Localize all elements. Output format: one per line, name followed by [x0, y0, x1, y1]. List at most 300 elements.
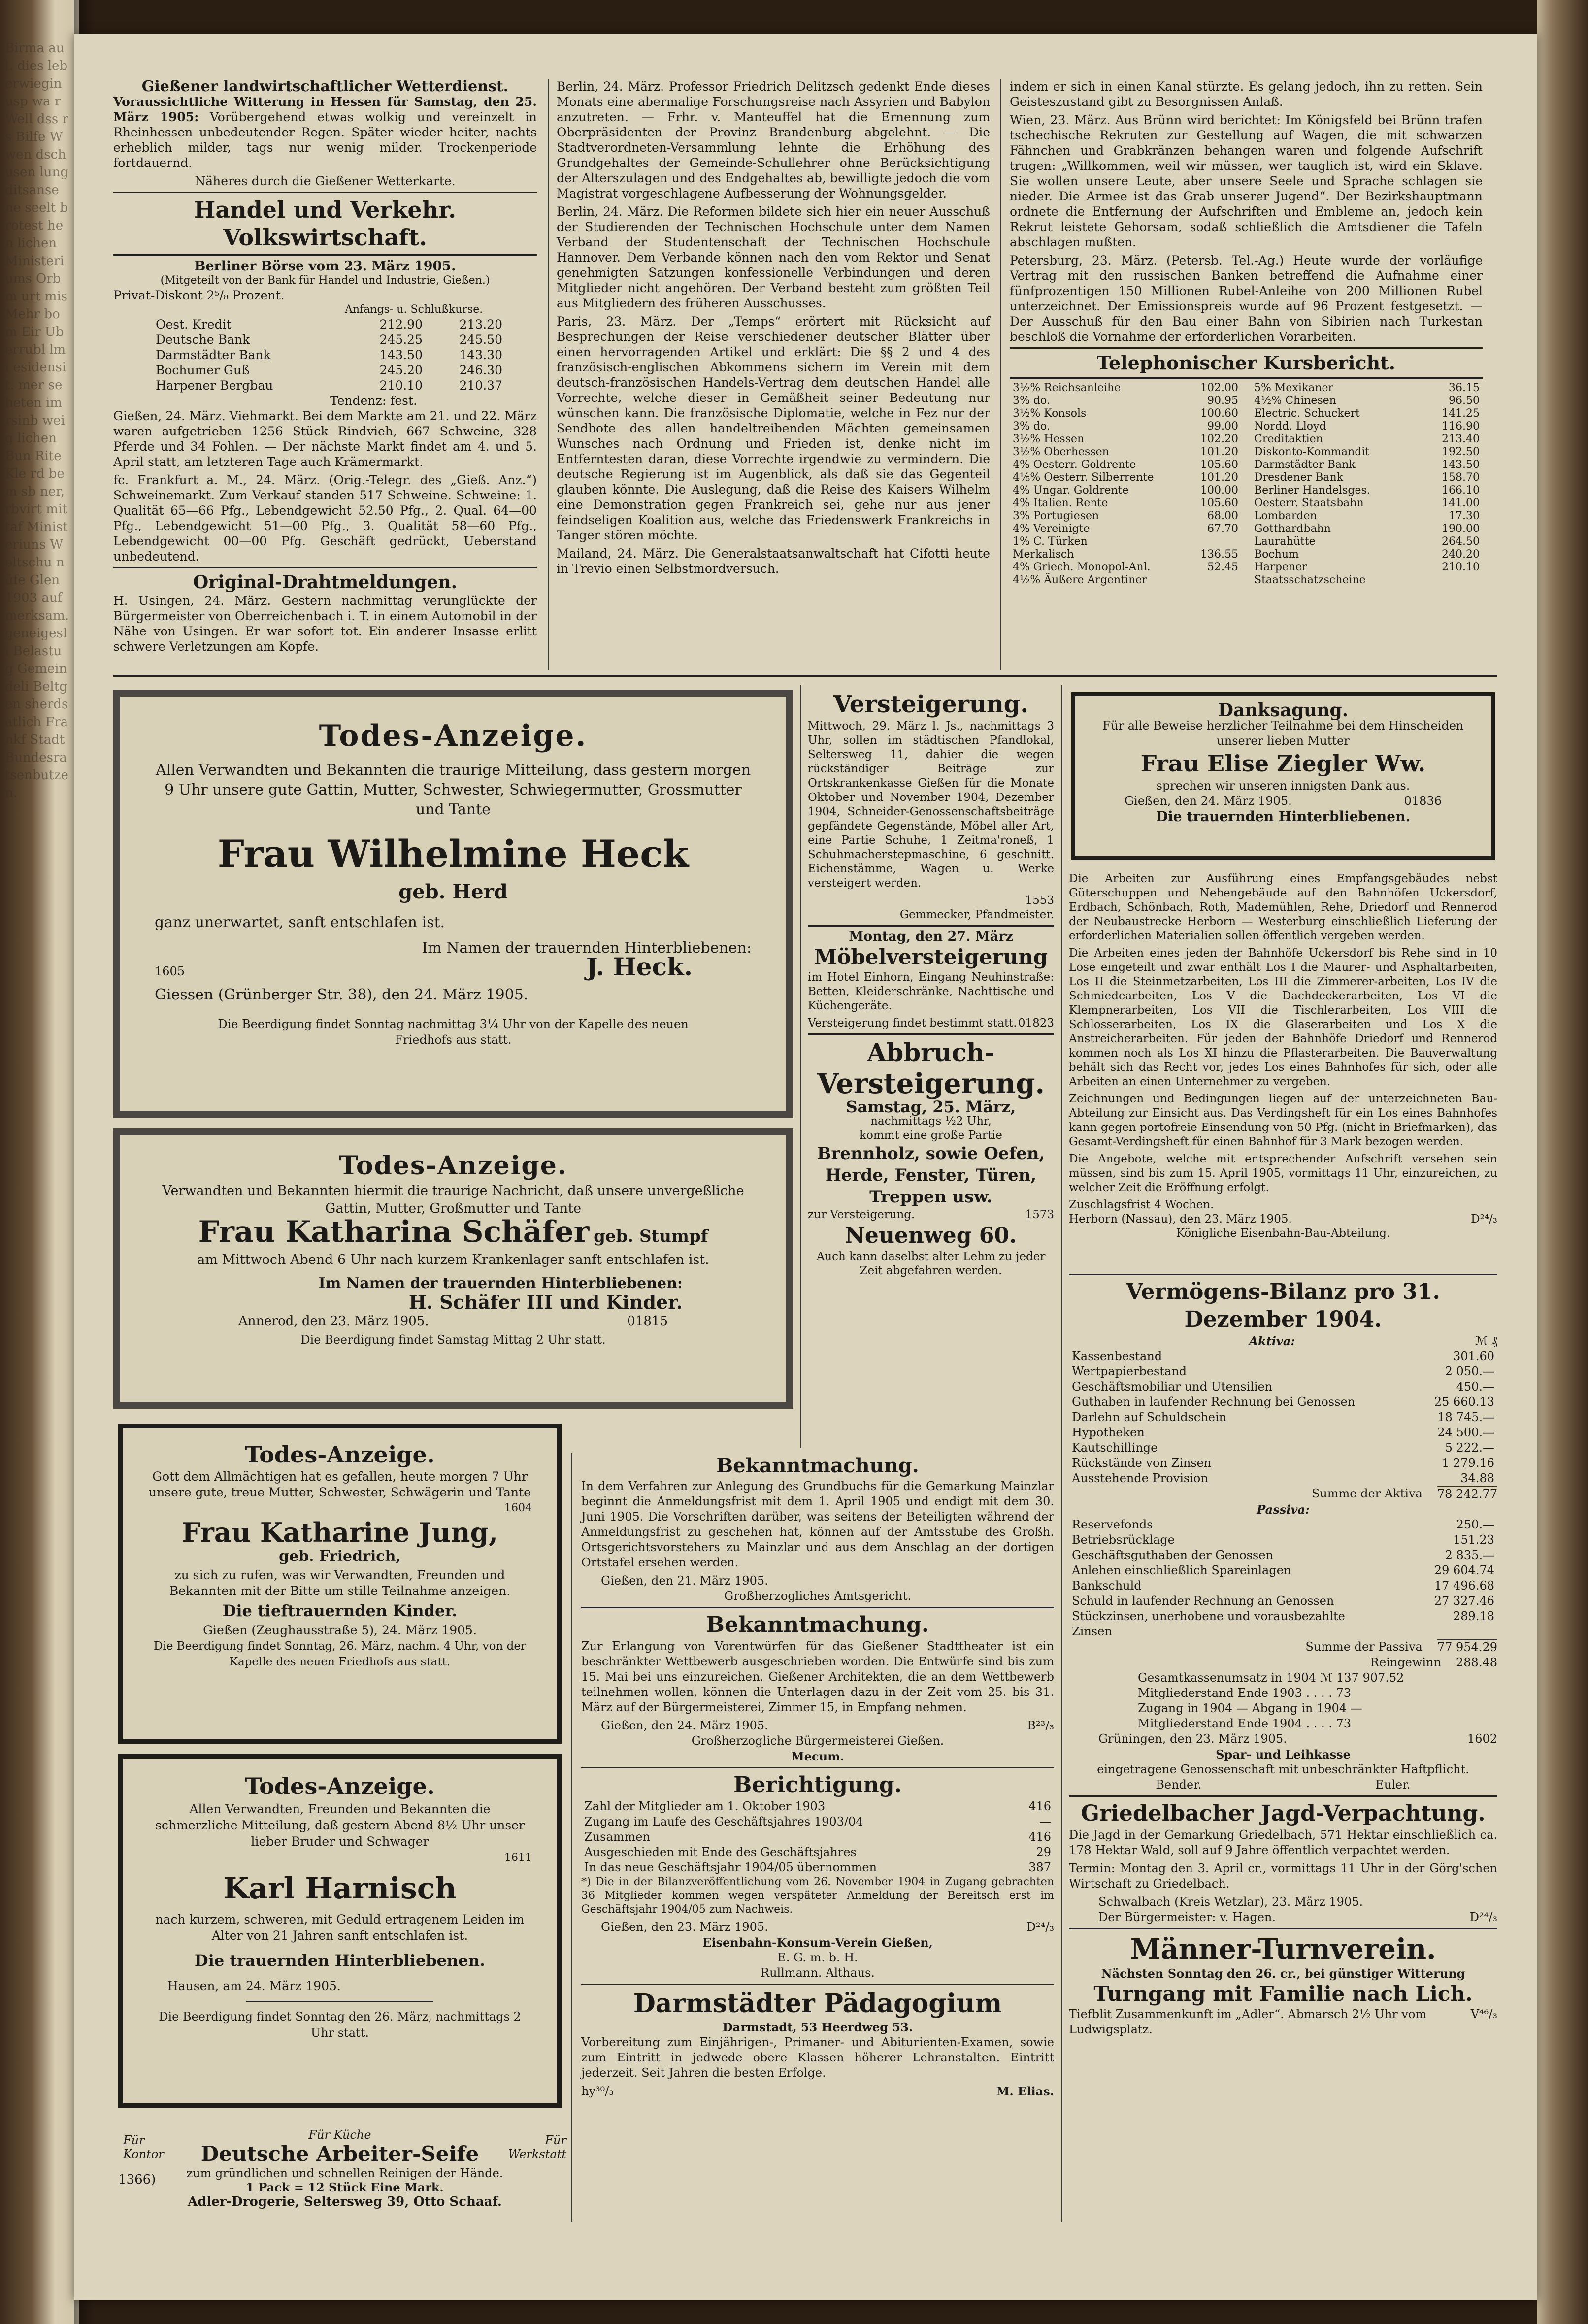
- row-label: Rückstände von Zinsen: [1072, 1456, 1212, 1470]
- row-label: 1% C. Türken: [1013, 535, 1088, 548]
- book-binding-left: [0, 0, 79, 2324]
- section-title-handel: Handel und Verkehr. Volkswirtschaft.: [194, 197, 457, 251]
- bilanz-summe-passiva-label: Summe der Passiva: [1305, 1640, 1423, 1654]
- bilanz-row: [1069, 1532, 1497, 1548]
- row-label: Ausstehende Provision: [1072, 1471, 1208, 1485]
- row-value: 264.50: [1442, 535, 1480, 548]
- versteigerung-text: Mittwoch, 29. März l. Js., nachmittags 3 Uhr, sollen im städtischen Pfandlokal, Seltersweg 11, dahier die wegen rückständiger Beiträge zur Ortskrankenkasse Gießen für die Monate Oktober und November 1904, Dezember 1904, Schneider-Genossenschaftsbeiträge gepfändete Gegenstände, Möbel aller Art, eine Partie Schuhe, 1 Zeitma'roneß, 1 Schuhmacherstepmaschine, 6 geschnitt. Eichenstämme, Wagen u. Werke versteigert werden.: [808, 720, 1054, 890]
- row-value: 2 835.—: [1445, 1548, 1494, 1562]
- obituary-geb: geb. Friedrich,: [279, 1548, 401, 1565]
- kurs-row: [1010, 561, 1241, 574]
- berichtigung-verein: Eisenbahn-Konsum-Verein Gießen,: [702, 1935, 933, 1950]
- row-label: 4½% Chinesen: [1254, 395, 1336, 407]
- column-divider: [1061, 685, 1062, 2222]
- row-label: Creditaktien: [1254, 433, 1323, 445]
- ad-seife-top: Für Küche: [308, 2128, 371, 2142]
- bilanz-summe-aktiva-label: Summe der Aktiva: [1311, 1487, 1423, 1500]
- draht-title: Original-Drahtmeldungen.: [193, 572, 458, 593]
- bilanz-row: [1069, 1609, 1497, 1639]
- row-label: Geschäftsmobiliar und Utensilien: [1072, 1380, 1273, 1394]
- row-label: 3% Portugiesen: [1013, 510, 1099, 522]
- bekannt2-sign1: Großherzogliche Bürgermeisterei Gießen.: [691, 1734, 944, 1748]
- obituary-place: Gießen (Zeughausstraße 5), 24. März 1905.: [203, 1623, 477, 1637]
- kurs-row: [1251, 382, 1483, 395]
- bekannt1-text: In dem Verfahren zur Anlegung des Grundbuchs für die Gemarkung Mainzlar beginnt die Anmeldungsfrist mit dem 1. April 1905 und endigt mit dem 30. Juni 1905. Die Vorschriften darüber, was seitens der Beteiligten während der Anmeldungsfrist zu geschehen hat, können auf der Amtsstube des Großh. Ortsgerichtsvorstehers zu Mainzlar und aus dem Anschlag an der dortigen Ortstafel ersehen werden.: [581, 1479, 1054, 1569]
- ad-seife-price: 1 Pack = 12 Stück Eine Mark.: [246, 2180, 444, 2194]
- row-label: Diskonto-Kommandit: [1254, 446, 1370, 458]
- row-label: Hypotheken: [1072, 1426, 1145, 1439]
- obituary-funeral: Die Beerdigung findet Sonntag nachmittag 3¼ Uhr von der Kapelle des neuen Friedhofs aus statt.: [218, 1017, 689, 1047]
- versteigerung-sign: Gemmecker, Pfandmeister.: [899, 908, 1054, 921]
- obituary-text2: zu sich zu rufen, was wir Verwandten, Freunden und Bekannten mit der Bitte um stille Teilnahme anzeigen.: [169, 1568, 511, 1598]
- row-value: 100.00: [1200, 484, 1238, 497]
- kurs-row: [1010, 382, 1241, 395]
- paris-text: Paris, 23. März. Der „Temps“ erörtert mit Rücksicht auf Besprechungen der Reise verschiedener deutscher Blätter über einen hervorragenden Artikel und erklärt: Die §§ 2 und 4 des französisch-englischen Abkommens sichern im Verein mit dem deutsch-französischen Handels-Vertrag dem deutschen Handel alle Vorrechte, welche dieser in Gemäßheit seiner Bedeutung nur wünschen kann. Die französische Diplomatie, welche in Fez nur der Sendbote des allen handeltreibenden Mächten gemeinsamen Wunsches nach Ordnung und Frieden ist, denke nicht im Entferntesten daran, diese Vorrechte irgendwie zu vermindern. Die deutsche Regierung ist im Augenblick, als daß sie das Gegenteil glauben könnte. Die Auslegung, daß die Reise des Kaisers Wilhelm eine Demonstration gegen Frankreich sei, gehe nur aus jener feindseligen Koalition aus, welche das Friedenswerk Frankreichs in Tanger stören möchte.: [557, 314, 990, 542]
- row-label: 3½% Oberhessen: [1013, 446, 1109, 458]
- ad-seife-text: zum gründlichen und schnellen Reinigen der Hände.: [186, 2166, 503, 2180]
- row-label: 3½% Konsols: [1013, 407, 1087, 420]
- row-value: 34.88: [1460, 1471, 1494, 1485]
- bilanz-passiva-table: [1069, 1517, 1497, 1639]
- row-value: 36.15: [1449, 382, 1480, 394]
- kurs-row: [1010, 484, 1241, 497]
- column-2: [557, 79, 990, 579]
- versteigerung-title: Versteigerung.: [833, 691, 1029, 718]
- obituary-num: 1604: [504, 1502, 532, 1514]
- row-label: 4% Griech. Monopol-Anl.: [1013, 561, 1151, 573]
- row-value: 24 500.—: [1437, 1426, 1494, 1439]
- berichtigung-note: *) Die in der Bilanzveröffentlichung vom 26. November 1904 in Zugang gebrachten 36 Mitglieder kommen wegen verspäteter Anmeldung der Bereitsch erst im Geschäftsjahr 1904/05 zum Nachweis.: [581, 1876, 1054, 1916]
- bilanz-currency: ℳ ₰: [1475, 1334, 1497, 1348]
- jagd-text: Die Jagd in der Gemarkung Griedelbach, 571 Hektar einschließlich ca. 178 Hektar Wald, soll auf 9 Jahre öffentlich verpachtet werden.: [1069, 1828, 1497, 1857]
- paedagogium-num: hy³⁰/₃: [581, 2084, 614, 2098]
- weather-title: Gießener landwirtschaftlicher Wetterdienst.: [141, 78, 509, 95]
- obituary-place: Giessen (Grünberger Str. 38), den 24. März 1905.: [155, 986, 529, 1003]
- row-value: 158.70: [1442, 471, 1480, 484]
- kurs-row: [1010, 471, 1241, 484]
- table-row: Harpener Bergbau 210.10 210.37: [156, 378, 502, 393]
- turnverein-title: Männer-Turnverein.: [1130, 1933, 1436, 1965]
- row-value: 90.95: [1207, 395, 1238, 407]
- middle-ads: [808, 690, 1054, 1278]
- ausschreibung-place: Herborn (Nassau), den 23. März 1905.: [1069, 1213, 1292, 1226]
- row-label: Bochum: [1254, 548, 1299, 561]
- table-row: Bochumer Guß 245.20 246.30: [156, 363, 502, 377]
- ausschreibung-p1: Die Arbeiten zur Ausführung eines Empfangsgebäudes nebst Güterschuppen und Nebengebäude auf den Bahnhöfen Uckersdorf, Erdbach, Schönbach, Roth, Mademühlen, Rehe, Driedorf und Rennerod der Neubaustrecke Herborn — Westerburg einschließlich Lieferung der erforderlichen Materialien sollen öffentlich vergeben werden.: [1069, 872, 1497, 942]
- row-label: Reservefonds: [1072, 1518, 1153, 1531]
- bilanz-row: [1069, 1425, 1497, 1440]
- kurs-row: [1010, 523, 1241, 535]
- bilanz-row: [1069, 1594, 1497, 1609]
- boerse-note: (Mitgeteilt von der Bank für Handel und Industrie, Gießen.): [160, 274, 490, 287]
- row-value: [1176, 574, 1241, 587]
- abbruch-title2: Versteigerung.: [817, 1067, 1045, 1100]
- kurs-row: [1251, 433, 1483, 446]
- row-value: 416: [1028, 1799, 1051, 1813]
- row-value: 99.00: [1207, 420, 1238, 432]
- bekannt1-place: Gießen, den 21. März 1905.: [601, 1574, 768, 1588]
- tel-kurs-right: [1251, 382, 1483, 587]
- ad-seife-shop: Adler-Drogerie, Seltersweg 39, Otto Schaaf.: [188, 2194, 502, 2209]
- kurs-row: [1010, 459, 1241, 471]
- obituary-name: Frau Wilhelmine Heck: [217, 832, 689, 876]
- row-value: 18 745.—: [1437, 1410, 1494, 1424]
- row-label: 3½% Reichsanleihe: [1013, 382, 1121, 394]
- kurs-row: [1251, 497, 1483, 510]
- row-label: Stückzinsen, unerhobene und vorausbezahlte Zinsen: [1072, 1609, 1345, 1638]
- berichtigung-row: [581, 1814, 1054, 1829]
- kurse-table: [153, 317, 505, 393]
- obituary-title: Todes-Anzeige.: [245, 1773, 435, 1799]
- row-label: 4½% Äußere Argentiner: [1013, 574, 1147, 586]
- row-label: 5% Mexikaner: [1254, 382, 1334, 394]
- bekannt1-title: Bekanntmachung.: [716, 1454, 919, 1477]
- row-label: 4% Oesterr. Goldrente: [1013, 459, 1136, 471]
- tendenz: Tendenz: fest.: [330, 394, 417, 408]
- danksagung-text2: sprechen wir unseren innigsten Dank aus.: [1156, 779, 1410, 793]
- row-label: Dresdener Bank: [1254, 471, 1344, 484]
- bilanz-row: [1069, 1394, 1497, 1410]
- row-label: Electric. Schuckert: [1254, 407, 1360, 420]
- paedagogium-sign: M. Elias.: [996, 2084, 1054, 2098]
- abbruch-text: kommt eine große Partie: [860, 1129, 1002, 1142]
- obituary-text: Gott dem Allmächtigen hat es gefallen, heute morgen 7 Uhr unsere gute, treue Mutter, Schwester, Schwägerin und Tante: [149, 1469, 531, 1499]
- ad-seife-title: Deutsche Arbeiter-Seife: [200, 2142, 479, 2166]
- kurs-row: [1010, 395, 1241, 407]
- row-value: [1418, 574, 1483, 587]
- bekannt2-title: Bekanntmachung.: [706, 1612, 929, 1637]
- row-value: 141.25: [1442, 407, 1480, 420]
- kurs-row: [1251, 535, 1483, 548]
- obituary-signer: H. Schäfer III und Kinder.: [408, 1291, 683, 1313]
- row-value: 289.18: [1453, 1609, 1494, 1623]
- obituary-schaefer: [113, 1128, 793, 1409]
- berlin2-text: Berlin, 24. März. Die Reformen bildete sich hier ein neuer Ausschuß der Studierenden der Technischen Hochschule unter dem Namen Verband der Studentenschaft der Technischen Hochschule Hannover. Dem Verbande können nach den vom Rektor und Senat genehmigten Satzungen konfessionelle Verbindungen und deren Mitglieder nicht angehören. Der Verband besteht zum größten Teil aus Mitgliedern des früheren Ausschusses.: [557, 204, 990, 310]
- row-value: 301.60: [1453, 1349, 1494, 1363]
- obituary-namen: Im Namen der trauernden Hinterbliebenen:: [422, 939, 752, 957]
- table-row: Oest. Kredit 212.90 213.20: [156, 317, 502, 332]
- col3-text: indem er sich in einen Kanal stürzte. Es gelang jedoch, ihn zu retten. Sein Geisteszustand gibt zu Besorgnissen Anlaß.: [1010, 79, 1483, 109]
- bilanz-sign1: Bender.: [1156, 1778, 1202, 1792]
- bilanz-sign2: Euler.: [1375, 1778, 1411, 1792]
- row-value: 102.00: [1200, 382, 1238, 394]
- danksagung-num: 01836: [1404, 794, 1442, 808]
- row-value: —: [1039, 1815, 1051, 1828]
- row-label: Kassenbestand: [1072, 1349, 1162, 1363]
- row-value: 136.55: [1200, 548, 1238, 561]
- row-value: 250.—: [1456, 1518, 1494, 1531]
- row-label: Merkalisch: [1013, 548, 1074, 561]
- obituary-funeral: Die Beerdigung findet Sonntag, 26. März, nachm. 4 Uhr, von der Kapelle des neuen Friedhofs aus statt.: [154, 1640, 526, 1668]
- kurs-row: [1010, 535, 1241, 548]
- turnverein-text: Tiefblit Zusammenkunft im „Adler“. Abmarsch 2½ Uhr vom Ludwigsplatz.: [1069, 2007, 1427, 2036]
- obituary-text: Allen Verwandten und Bekannten die traurige Mitteilung, dass gestern morgen 9 Uhr unsere gute Gattin, Mutter, Schwester, Schwiegermutter, Grossmutter und Tante: [155, 762, 751, 818]
- row-label: Zugang im Laufe des Geschäftsjahres 1903/04: [584, 1815, 863, 1828]
- kurs-row: [1251, 574, 1483, 587]
- abbruch-place: Neuenweg 60.: [845, 1223, 1017, 1248]
- bilanz-reingewinn: 288.48: [1456, 1656, 1497, 1669]
- row-label: Oesterr. Staatsbahn: [1254, 497, 1364, 509]
- turnverein-num: V⁴⁶/₃: [1470, 2007, 1497, 2021]
- bilanz-row: [1069, 1364, 1497, 1379]
- petersburg-text: Petersburg, 23. März. (Petersb. Tel.-Ag.) Heute wurde der vorläufige Vertrag mit den russischen Banken betreffend die Aufnahme einer fünfprozentigen 150 Millionen Rubel-Anleihe von 200 Millionen Rubel unterzeichnet. Der Emissionspreis wurde auf 96 Prozent festgesetzt. — Der Ausschuß für den Bau einer Bahn von Sibirien nach Turkestan beschloß die Vornahme der erforderlichen Vorarbeiten.: [1010, 253, 1483, 344]
- row-label: Bankschuld: [1072, 1579, 1142, 1593]
- berichtigung-title: Berichtigung.: [733, 1772, 902, 1797]
- row-label: Zusammen: [584, 1830, 650, 1844]
- row-label: Lombarden: [1254, 510, 1317, 522]
- obituary-num: 1611: [504, 1852, 532, 1864]
- obituary-harnisch: [118, 1754, 562, 2108]
- bilanz-row: [1069, 1410, 1497, 1425]
- column-divider: [548, 79, 549, 670]
- jagd-place: Schwalbach (Kreis Wetzlar), 23. März 1905.: [1098, 1895, 1363, 1909]
- bilanz-row: [1069, 1548, 1497, 1563]
- row-value: 52.45: [1207, 561, 1238, 573]
- moebel-sub: Versteigerung findet bestimmt statt.: [808, 1017, 1017, 1029]
- jagd-termin: Termin: Montag den 3. April cr., vormittags 11 Uhr in der Görg'schen Wirtschaft zu Griedelbach.: [1069, 1861, 1497, 1891]
- obituary-title: Todes-Anzeige.: [319, 719, 588, 753]
- berichtigung-verein2: E. G. m. b. H.: [777, 1951, 858, 1964]
- row-value: 116.90: [1442, 420, 1480, 432]
- bilanz-reingewinn-label: Reingewinn: [1370, 1656, 1442, 1669]
- obituary-jung: [118, 1424, 562, 1744]
- adjacent-page-text: Birma au l. dies leberwiegin usp wa r Well dss rs Bilfe W wen dschusen lung ditsanse ne seelt brotest hen lichen Ministeriums Orbm urt mis Mehr bom Eir Uberrubl lmi esidensit. mer seheten im rsinb weig lichen Bun Rite Kle rd bem sb ner, rbvirt mittaf Ministeriuns Weltschu nüfe Glen 1903 aufmerksam. geneigesli Belastug Gemeindeli Beltgen sherdsatlich Frankf Stadt Bundesratsenbutzen.: [5, 41, 69, 800]
- obituary-num: 01815: [627, 1314, 668, 1328]
- ausschreibung-p2: Die Arbeiten eines jeden der Bahnhöfe Uckersdorf bis Rehe sind in 10 Lose eingeteilt und zwar enthält Los I die Maurer- und Asphaltarbeiten, Los II die Steinmetzarbeiten, Los III die Zimmerer-arbeiten, Los IV die Schmiedearbeiten, Los V die Dachdeckerarbeiten, Los VI die Klempnerarbeiten, Los VII die Tischlerarbeiten, Los VIII die Schlosserarbeiten, Los IX die Glaserarbeiten und Los X die Anstreicherarbeiten. Für jeden der Bahnhöfe Driedorf und Rennerod kommen noch als Los XI hinzu die Pflasterarbeiten. Die Bauverwaltung behält sich das Recht vor, jedes Los eines Bahnhofes für sich, oder alle Arbeiten an einen Unternehmer zu vergeben.: [1069, 947, 1497, 1088]
- kurs-row: [1010, 548, 1241, 561]
- obituary-geb: geb. Herd: [398, 880, 508, 903]
- bilanz-passiva-label: Passiva:: [1257, 1502, 1310, 1517]
- row-label: 4% Ungar. Goldrente: [1013, 484, 1129, 497]
- row-label: 4⅕% Oesterr. Silberrente: [1013, 471, 1154, 484]
- berichtigung-sign: Rullmann. Althaus.: [761, 1966, 875, 1980]
- kurs-row: [1010, 407, 1241, 420]
- tel-kurs-tables: [1010, 382, 1483, 587]
- row-label: Darmstädter Bank: [1254, 459, 1356, 471]
- danksagung-text: Für alle Beweise herzlicher Teilnahme bei dem Hinscheiden unserer lieben Mutter: [1102, 719, 1464, 748]
- moebel-text: im Hotel Einhorn, Eingang Neuhinstraße: Betten, Kleiderschränke, Nachttische und Küchengeräte.: [808, 971, 1054, 1012]
- paedagogium-title: Darmstädter Pädagogium: [633, 1989, 1002, 2019]
- row-label: Kautschillinge: [1072, 1441, 1158, 1455]
- abbruch-num: 1573: [1025, 1208, 1054, 1221]
- obituary-signer: Die tieftrauernden Kinder.: [222, 1601, 458, 1620]
- ausschreibung-p5: Zuschlagsfrist 4 Wochen.: [1069, 1198, 1214, 1211]
- row-label: 3½% Hessen: [1013, 433, 1085, 445]
- table-row: Deutsche Bank 245.25 245.50: [156, 332, 502, 347]
- berichtigung-row: [581, 1829, 1054, 1845]
- bekannt2-num: B²³/₃: [1027, 1719, 1054, 1732]
- kurs-row: [1251, 446, 1483, 459]
- berichtigung-table: [581, 1799, 1054, 1875]
- row-label: 4% Italien. Rente: [1013, 497, 1108, 509]
- obituary-text2: ganz unerwartet, sanft entschlafen ist.: [155, 914, 445, 931]
- danksagung-title: Danksagung.: [1218, 700, 1349, 721]
- obituary-text2: am Mittwoch Abend 6 Uhr nach kurzem Krankenlager sanft entschlafen ist.: [197, 1252, 709, 1267]
- bekannt1-sign: Großherzogliches Amtsgericht.: [724, 1589, 912, 1603]
- ausschreibung-p3: Zeichnungen und Bedingungen liegen auf der unterzeichneten Bau-Abteilung zur Einsicht aus. Das Verdingsheft für ein Los eines Bahnhofes kann gegen portofreie Einsendung von 50 Pfg. (nicht in Briefmarken), das Gesamt-Verdingsheft für einen Bahnhof für 3 Mark bezogen werden.: [1069, 1093, 1497, 1148]
- row-value: 387: [1028, 1860, 1051, 1874]
- obituary-text: Verwandten und Bekannten hiermit die traurige Nachricht, daß unsere unvergeßliche Gattin, Mutter, Großmutter und Tante: [162, 1183, 744, 1216]
- obituary-place: Hausen, am 24. März 1905.: [167, 1979, 341, 1993]
- obituary-num: 1605: [155, 964, 185, 978]
- abbruch-date: Samstag, 25. März,: [846, 1097, 1016, 1116]
- obituary-text: Allen Verwandten, Freunden und Bekannten die schmerzliche Mitteilung, daß gestern Abend 8½ Uhr unser lieber Bruder und Schwager: [155, 1802, 525, 1849]
- ad-seife-left: Für Kontor: [123, 2133, 164, 2161]
- bilanz-row: [1069, 1517, 1497, 1532]
- bilanz-summe-aktiva: 78 242.77: [1437, 1487, 1497, 1501]
- section-divider: [113, 675, 1497, 677]
- danksagung-sign: Die trauernden Hinterbliebenen.: [1156, 808, 1411, 825]
- center-column-lower: [581, 1453, 1054, 2099]
- obituary-signer: Die trauernden Hinterbliebenen.: [194, 1951, 486, 1970]
- weather-subtitle: Voraussichtliche Witterung in Hessen für Samstag, den 25. März 1905:: [113, 95, 537, 124]
- row-value: 68.00: [1207, 510, 1238, 522]
- column-1: [113, 79, 537, 657]
- row-value: 143.50: [1442, 459, 1480, 471]
- draht-text: H. Usingen, 24. März. Gestern nachmittag verunglückte der Bürgermeister von Oberreichenbach i. T. in einem Automobil in der Nähe von Usingen. Er war sofort tot. Ein anderer Insasse erlitt schwere Verletzungen am Kopfe.: [113, 594, 537, 654]
- moebel-title: Möbelversteigerung: [814, 945, 1048, 969]
- row-label: Guthaben in laufender Rechnung bei Genossen: [1072, 1395, 1356, 1409]
- row-value: 1 279.16: [1442, 1456, 1494, 1470]
- bilanz-zugang: Zugang in 1904 — Abgang in 1904 —: [1138, 1701, 1362, 1715]
- obituary-namen: Im Namen der trauernden Hinterbliebenen:: [318, 1275, 683, 1292]
- viehmarkt-text: Gießen, 24. März. Viehmarkt. Bei dem Markte am 21. und 22. März waren aufgetrieben 1256 Stück Rindvieh, 667 Schweine, 328 Pferde und 34 Fohlen. — Der nächste Markt findet am 4. und 5. April statt, am letzteren Tage auch Krämermarkt.: [113, 409, 537, 469]
- bekannt2-place: Gießen, den 24. März 1905.: [601, 1719, 768, 1732]
- row-label: Darlehn auf Schuldschein: [1072, 1410, 1227, 1424]
- bekannt2-text: Zur Erlangung von Vorentwürfen für das Gießener Stadttheater ist ein beschränkter Wettbewerb ausgeschrieben worden. Die Entwürfe sind bis zum 15. Mai bei uns einzureichen. Gießener Architekten, die an dem Wettbewerb teilnehmen wollen, können die Unterlagen dazu in der Zeit vom 25. bis 31. März auf der Bürgermeisterei, Zimmer 15, in Empfang nehmen.: [581, 1639, 1054, 1714]
- row-value: 166.10: [1442, 484, 1480, 497]
- abbruch-time: nachmittags ½2 Uhr,: [870, 1115, 992, 1128]
- bilanz-title: Vermögens-Bilanz pro 31. Dezember 1904.: [1126, 1279, 1440, 1332]
- row-value: 102.20: [1200, 433, 1238, 445]
- berichtigung-place: Gießen, den 23. März 1905.: [601, 1920, 768, 1934]
- bilanz-kasse2: eingetragene Genossenschaft mit unbeschränkter Haftpflicht.: [1097, 1762, 1469, 1776]
- row-value: 450.—: [1456, 1380, 1494, 1394]
- jagd-title: Griedelbacher Jagd-Verpachtung.: [1081, 1801, 1486, 1826]
- row-label: 3% do.: [1013, 395, 1050, 407]
- jagd-sign: Der Bürgermeister: v. Hagen.: [1098, 1910, 1276, 1924]
- obituary-geb: geb. Stumpf: [594, 1227, 708, 1246]
- row-label: In das neue Geschäftsjahr 1904/05 übernommen: [584, 1860, 877, 1874]
- row-value: 29: [1036, 1845, 1051, 1859]
- row-value: 67.70: [1207, 523, 1238, 535]
- row-value: 240.20: [1442, 548, 1480, 561]
- row-label: Gotthardbahn: [1254, 523, 1331, 535]
- bilanz-row: [1069, 1349, 1497, 1364]
- row-label: Ausgeschieden mit Ende des Geschäftsjahres: [584, 1845, 857, 1859]
- berichtigung-num: D²⁴/₃: [1026, 1920, 1054, 1934]
- bilanz-row: [1069, 1440, 1497, 1456]
- row-value: 190.00: [1442, 523, 1480, 535]
- kurs-row: [1010, 510, 1241, 523]
- obituary-text2: nach kurzem, schweren, mit Geduld ertragenem Leiden im Alter von 21 Jahren sanft entschlafen ist.: [155, 1912, 525, 1943]
- danksagung-place: Gießen, den 24. März 1905.: [1125, 794, 1292, 808]
- tel-kurs-left: [1010, 382, 1241, 587]
- row-value: 27 327.46: [1434, 1594, 1494, 1608]
- kurs-row: [1010, 574, 1241, 587]
- row-value: 5 222.—: [1445, 1441, 1494, 1455]
- kurs-row: [1010, 433, 1241, 446]
- kurs-row: [1251, 395, 1483, 407]
- bilanz-row: [1069, 1578, 1497, 1594]
- bilanz-summe-passiva: 77 954.29: [1437, 1640, 1497, 1654]
- row-value: 213.40: [1442, 433, 1480, 445]
- obituary-heck: [113, 690, 793, 1118]
- bilanz-row: [1069, 1456, 1497, 1471]
- obituary-funeral: Die Beerdigung findet Sonntag den 26. März, nachmittags 2 Uhr statt.: [159, 2010, 521, 2040]
- bilanz-place: Grüningen, den 23. März 1905.: [1098, 1732, 1287, 1746]
- obituary-funeral: Die Beerdigung findet Samstag Mittag 2 Uhr statt.: [300, 1333, 606, 1347]
- paedagogium-text: Vorbereitung zum Einjährigen-, Primaner- und Abiturienten-Examen, sowie zum Eintritt in jedwede obere Klassen höherer Lehranstalten. Eintritt jederzeit. Seit Jahren die besten Erfolge.: [581, 2035, 1054, 2080]
- obituary-signer: J. Heck.: [586, 952, 693, 981]
- jagd-num: D²⁴/₃: [1469, 1910, 1497, 1924]
- bilanz-mitglieder1: Mitgliederstand Ende 1903 . . . . 73: [1138, 1686, 1352, 1700]
- kurs-row: [1251, 420, 1483, 433]
- row-value: 17 496.68: [1434, 1579, 1494, 1593]
- row-value: 2 050.—: [1445, 1364, 1494, 1378]
- privat-diskont: Privat-Diskont 2⁵/₈ Prozent.: [113, 288, 285, 302]
- bilanz: [1069, 1271, 1497, 2037]
- row-value: 210.10: [1442, 561, 1480, 573]
- row-label: Laurahütte: [1254, 535, 1316, 548]
- newspaper-page: [74, 34, 1537, 2300]
- bilanz-row: [1069, 1563, 1497, 1578]
- kurs-row: [1251, 484, 1483, 497]
- kurs-row: [1251, 459, 1483, 471]
- row-value: 105.60: [1200, 459, 1238, 471]
- abbruch-title1: Abbruch-: [867, 1038, 995, 1067]
- row-value: 96.50: [1449, 395, 1480, 407]
- wien-text: Wien, 23. März. Aus Brünn wird berichtet: Im Königsfeld bei Brünn trafen tschechische Rekruten zur Gestellung auf Wagen, die mit schwarzen Fähnchen und Grabkränzen behangen waren und folgende Aufschrift trugen: „Willkommen, weil wir müssen, wer tauglich ist, wird ein Sklave. Sie wollen unsere Leute, aber unsere Seele und Sprache schlagen sie nieder. Die Armee ist das Grab unserer Jugend“. Der Bezirkshauptmann ordnete die Entfernung der Aufschriften und Embleme an, jedoch kein Rekrut leistete Gehorsam, sodaß schließlich die Amtsdiener die Tafeln abschlagen mußten.: [1010, 113, 1483, 249]
- row-value: 416: [1028, 1830, 1051, 1844]
- row-value: 105.60: [1200, 497, 1238, 509]
- row-label: Staatsschatzscheine: [1254, 574, 1366, 586]
- berichtigung-row: [581, 1860, 1054, 1875]
- boerse-title: Berliner Börse vom 23. März 1905.: [194, 259, 456, 274]
- ausschreibung-num: D²⁴/₃: [1471, 1213, 1497, 1226]
- column-3: [1010, 79, 1483, 587]
- danksagung-name: Frau Elise Ziegler Ww.: [1140, 750, 1426, 777]
- berlin-text: Berlin, 24. März. Professor Friedrich Delitzsch gedenkt Ende dieses Monats eine abermalige Forschungsreise nach Assyrien und Babylon anzutreten. — Frhr. v. Manteuffel hat die Ernennung zum Oberpräsidenten der Provinz Brandenburg abgelehnt. — Die Stadtverordneten-Versammlung lehnte die Erhöhung des Grundgehaltes der Gemeinde-Schullehrer ohne Berücksichtigung der Alterszulagen und des Endgehaltes ab, bewilligte jedoch die vom Magistrat vorgeschlagene Aufbesserung der Wohnungsgelder.: [557, 79, 990, 200]
- bekannt2-sign2: Mecum.: [791, 1749, 844, 1763]
- bilanz-umsatz: Gesamtkassenumsatz in 1904 ℳ 137 907.52: [1138, 1671, 1404, 1685]
- bilanz-aktiva-label: Aktiva:: [1249, 1334, 1295, 1348]
- berichtigung-row: [581, 1845, 1054, 1860]
- kurs-row: [1010, 446, 1241, 459]
- versteigerung-num: 1553: [1025, 894, 1054, 907]
- ad-seife: [123, 2128, 566, 2207]
- kurse-header: Anfangs- u. Schlußkurse.: [345, 303, 483, 316]
- column-divider: [1000, 79, 1001, 670]
- row-label: Berliner Handelsges.: [1254, 484, 1370, 497]
- obituary-place: Annerod, den 23. März 1905.: [238, 1314, 429, 1328]
- kurs-row: [1251, 471, 1483, 484]
- row-label: Geschäftsguthaben der Genossen: [1072, 1548, 1273, 1562]
- row-value: [1176, 535, 1241, 548]
- abbruch-text2: zur Versteigerung.: [808, 1208, 915, 1221]
- row-label: Nordd. Lloyd: [1254, 420, 1326, 432]
- turnverein-event: Turngang mit Familie nach Lich.: [1093, 1982, 1473, 2006]
- ausschreibung: [1069, 872, 1497, 1241]
- column-divider: [571, 1453, 572, 2222]
- bilanz-row: [1069, 1379, 1497, 1394]
- row-label: 3% do.: [1013, 420, 1050, 432]
- kurs-row: [1010, 497, 1241, 510]
- kurs-row: [1251, 548, 1483, 561]
- row-label: Betriebsrücklage: [1072, 1533, 1175, 1547]
- row-value: 100.60: [1200, 407, 1238, 420]
- row-value: 141.00: [1442, 497, 1480, 509]
